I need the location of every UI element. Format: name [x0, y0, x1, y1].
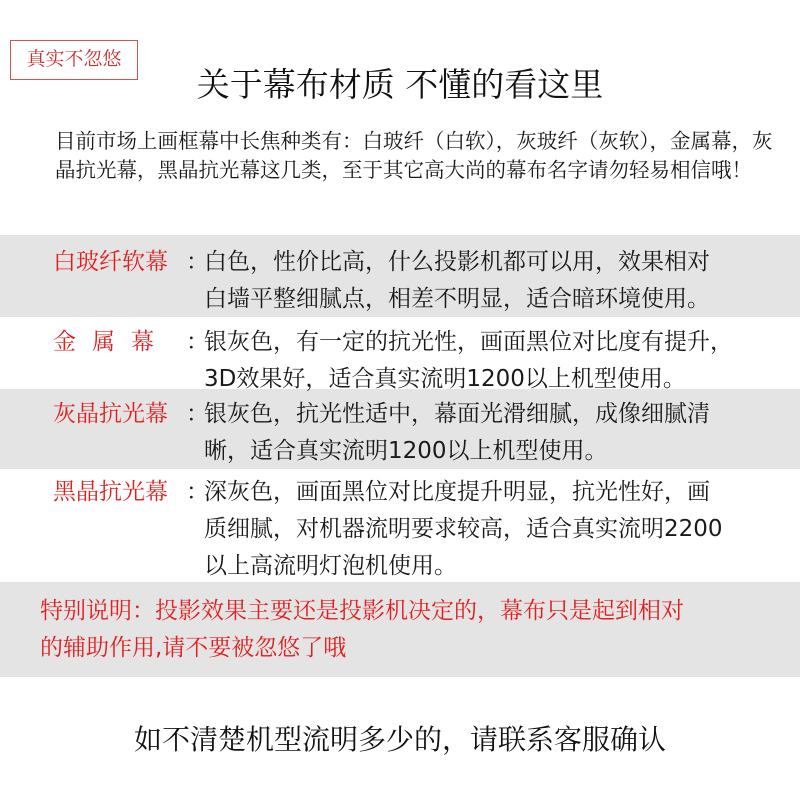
footer-contact-text: 如不清楚机型流明多少的，请联系客服确认 — [133, 723, 666, 756]
note-line: 特别说明：投影效果主要还是投影机决定的，幕布只是起到相对 — [40, 598, 684, 624]
description-line: 白色，性价比高，什么投影机都可以用，效果相对 — [204, 249, 710, 275]
material-description — [204, 396, 789, 470]
description-line: 以上高流明灯泡机使用。 — [204, 553, 457, 579]
description-line: 质细腻，对机器流明要求较高，适合真实流明2200 — [204, 516, 723, 542]
intro-paragraph: 目前市场上画框幕中长焦种类有：白玻纤（白软），灰玻纤（灰软），金属幕，灰晶抗光幕，黑晶抗光幕这几类，至于其它高大尚的幕布名字请勿轻易相信哦！ — [55, 129, 773, 182]
colon: ： — [186, 401, 209, 427]
material-label: 金属幕 — [53, 329, 170, 355]
description-line: 银灰色，有一定的抗光性，画面黑位对比度有提升， — [204, 329, 733, 355]
colon: ： — [186, 479, 209, 505]
material-label: 黑晶抗光幕 — [53, 479, 168, 505]
special-note — [40, 593, 780, 667]
description-line: 晰，适合真实流明1200以上机型使用。 — [204, 438, 608, 464]
description-line: 白墙平整细腻点，相差不明显，适合暗环境使用。 — [204, 286, 710, 312]
badge-label: 真实不忽悠 — [10, 40, 138, 80]
colon: ： — [186, 329, 209, 355]
material-label: 白玻纤软幕 — [53, 249, 168, 275]
description-line: 3D效果好，适合真实流明1200以上机型使用。 — [204, 366, 686, 392]
material-label: 灰晶抗光幕 — [53, 401, 168, 427]
material-description — [204, 244, 789, 318]
description-line: 深灰色，画面黑位对比度提升明显，抗光性好，画 — [204, 479, 710, 505]
material-description — [204, 474, 789, 585]
material-description — [204, 324, 789, 398]
colon: ： — [186, 249, 209, 275]
note-line: 的辅助作用,请不要被忽悠了哦 — [40, 635, 347, 661]
description-line: 银灰色，抗光性适中，幕面光滑细腻，成像细腻清 — [204, 401, 710, 427]
page-title: 关于幕布材质 不懂的看这里 — [196, 65, 604, 104]
